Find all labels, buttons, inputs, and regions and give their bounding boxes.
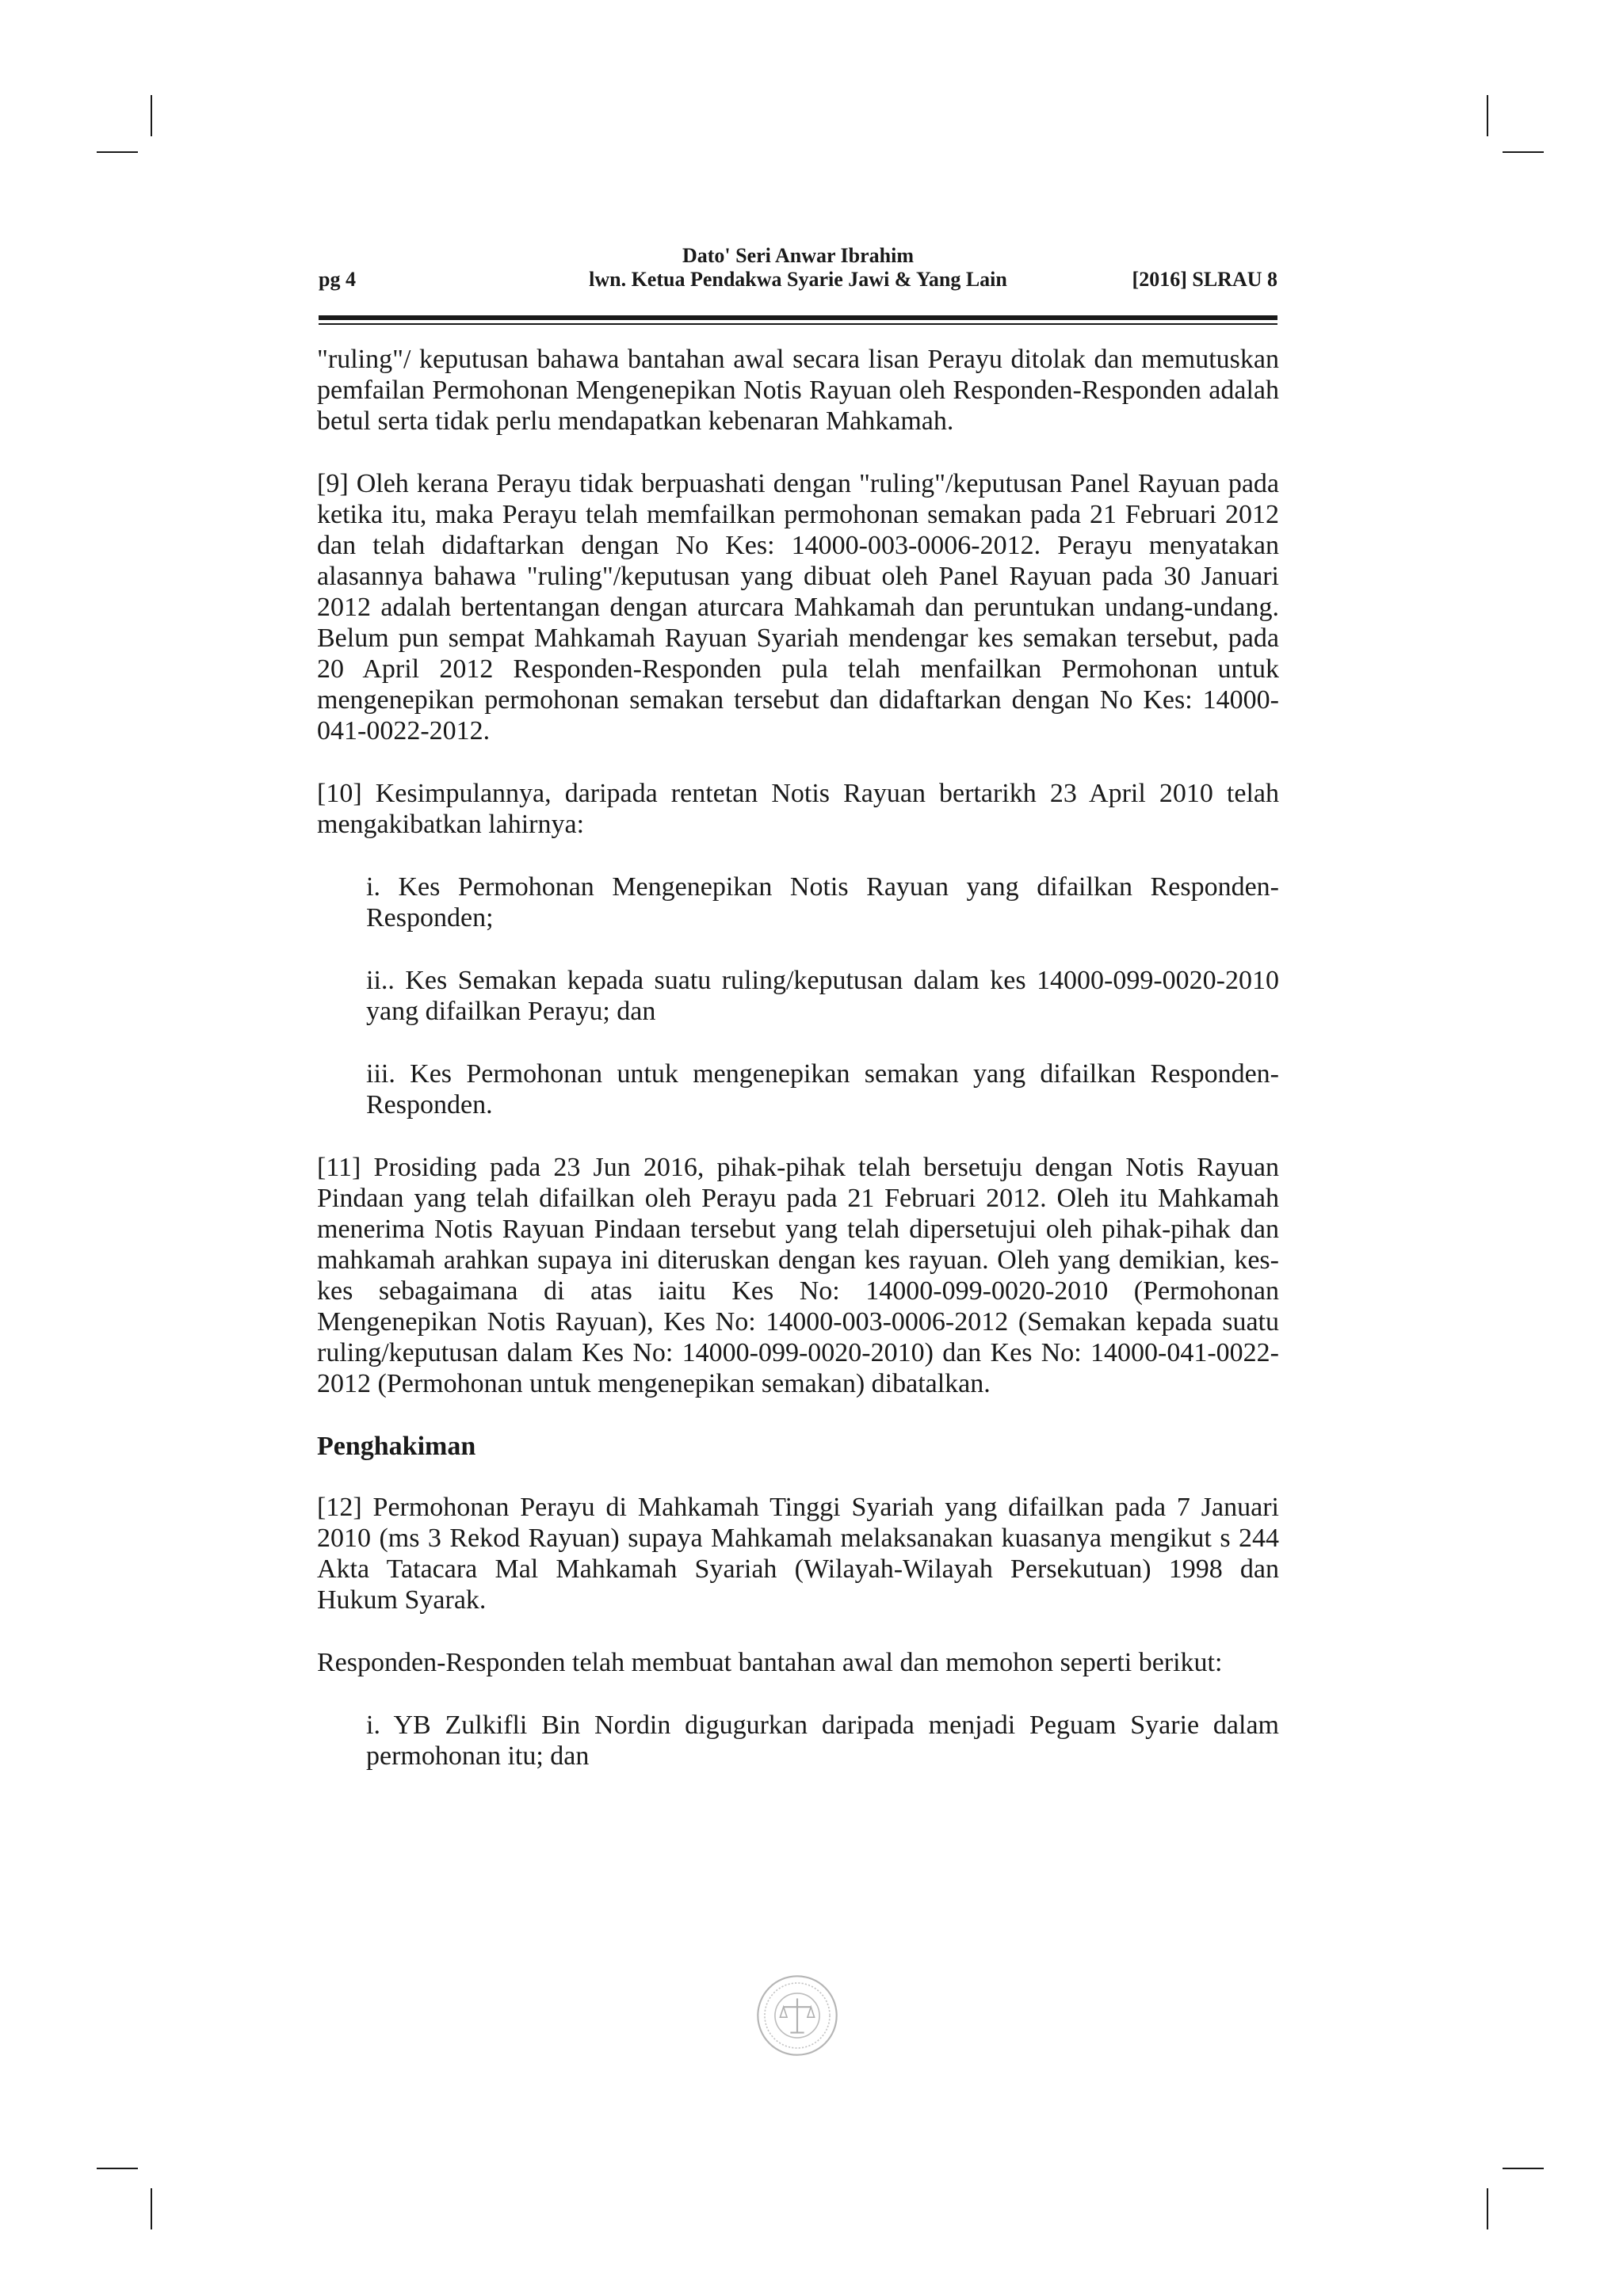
crop-mark-top-right-h bbox=[1503, 151, 1544, 153]
paragraph-10 bbox=[317, 778, 1279, 840]
paragraph-number: [12] bbox=[317, 1493, 362, 1522]
crop-mark-bottom-right-v bbox=[1487, 2188, 1488, 2229]
paragraph-12 bbox=[317, 1492, 1279, 1615]
running-header bbox=[319, 244, 1277, 290]
paragraph-number: [11] bbox=[317, 1153, 361, 1182]
crop-mark-top-left-h bbox=[97, 151, 138, 153]
case-title-line2: lwn. Ketua Pendakwa Syarie Jawi & Yang Lain bbox=[589, 268, 1007, 291]
crop-mark-bottom-left-v bbox=[151, 2188, 152, 2229]
case-title-line1: Dato' Seri Anwar Ibrahim bbox=[682, 244, 915, 267]
crop-mark-bottom-left-h bbox=[97, 2168, 138, 2169]
paragraph-9 bbox=[317, 468, 1279, 746]
header-rule-thick bbox=[319, 315, 1277, 320]
paragraph-text: Kesimpulannya, daripada rentetan Notis Rayuan bertarikh 23 April 2010 telah mengakibatkan lahirnya: bbox=[317, 779, 1279, 839]
paragraph-text: Responden-Responden telah membuat bantahan awal dan memohon seperti berikut: bbox=[317, 1648, 1223, 1677]
crop-mark-top-right-v bbox=[1487, 95, 1488, 136]
paragraph-11 bbox=[317, 1152, 1279, 1399]
crop-mark-top-left-v bbox=[151, 95, 152, 136]
case-citation: [2016] SLRAU 8 bbox=[1132, 268, 1277, 291]
list-item: ii.. Kes Semakan kepada suatu ruling/keputusan dalam kes 14000-099-0020-2010 yang difailkan Perayu; dan bbox=[366, 966, 1279, 1026]
paragraph-text: Prosiding pada 23 Jun 2016, pihak-pihak telah bersetuju dengan Notis Rayuan Pindaan yang telah difailkan oleh Perayu pada 21 Februari 2012. Oleh itu Mahkamah menerima Notis Rayuan Pindaan tersebut yang telah dipersetujui oleh pihak-pihak dan mahkamah arahkan supaya ini diteruskan dengan kes rayuan. Oleh yang demikian, kes-kes sebagaimana di atas iaitu Kes No: 14000-099-0020-2010 (Permohonan Mengenepikan Notis Rayuan), Kes No: 14000-003-0006-2012 (Semakan kepada suatu ruling/keputusan dalam Kes No: 14000-099-0020-2010) dan Kes No: 14000-041-0022-2012 (Permohonan untuk mengenepikan semakan) dibatalkan. bbox=[317, 1153, 1279, 1398]
court-seal-icon bbox=[754, 1973, 840, 2058]
paragraph-number: [10] bbox=[317, 779, 362, 808]
list-item: i. YB Zulkifli Bin Nordin digugurkan daripada menjadi Peguam Syarie dalam permohonan itu; dan bbox=[366, 1711, 1279, 1771]
list-item: i. Kes Permohonan Mengenepikan Notis Rayuan yang difailkan Responden-Responden; bbox=[366, 872, 1279, 933]
judgment-body bbox=[317, 344, 1279, 1803]
paragraph-number: [9] bbox=[317, 469, 349, 498]
paragraph-text: Oleh kerana Perayu tidak berpuashati dengan "ruling"/keputusan Panel Rayuan pada ketika itu, maka Perayu telah memfailkan permohonan semakan pada 21 Februari 2012 dan telah didaftarkan dengan No Kes: 14000-003-0006-2012. Perayu menyatakan alasannya bahawa "ruling"/keputusan yang dibuat oleh Panel Rayuan pada 30 Januari 2012 adalah bertentangan dengan aturcara Mahkamah dan peruntukan undang-undang. Belum pun sempat Mahkamah Rayuan Syariah mendengar kes semakan tersebut, pada 20 April 2012 Responden-Responden pula telah menfailkan Permohonan untuk mengenepikan permohonan semakan tersebut dan didaftarkan dengan No Kes: 14000-041-0022-2012. bbox=[317, 469, 1279, 746]
header-rule-thin bbox=[319, 323, 1277, 325]
list-item: iii. Kes Permohonan untuk mengenepikan semakan yang difailkan Responden-Responden. bbox=[366, 1059, 1279, 1119]
crop-mark-bottom-right-h bbox=[1503, 2168, 1544, 2169]
page-number: pg 4 bbox=[319, 268, 356, 291]
section-heading: Penghakiman bbox=[317, 1432, 476, 1461]
paragraph-continued: "ruling"/ keputusan bahawa bantahan awal secara lisan Perayu ditolak dan memutuskan pemfailan Permohonan Mengenepikan Notis Rayuan oleh Responden-Responden adalah betul serta tidak perlu mendapatkan kebenaran Mahkamah. bbox=[317, 345, 1279, 436]
paragraph-text: Permohonan Perayu di Mahkamah Tinggi Syariah yang difailkan pada 7 Januari 2010 (ms 3 Rekod Rayuan) supaya Mahkamah melaksanakan kuasanya mengikut s 244 Akta Tatacara Mal Mahkamah Syariah (Wilayah-Wilayah Persekutuan) 1998 dan Hukum Syarak. bbox=[317, 1493, 1279, 1615]
